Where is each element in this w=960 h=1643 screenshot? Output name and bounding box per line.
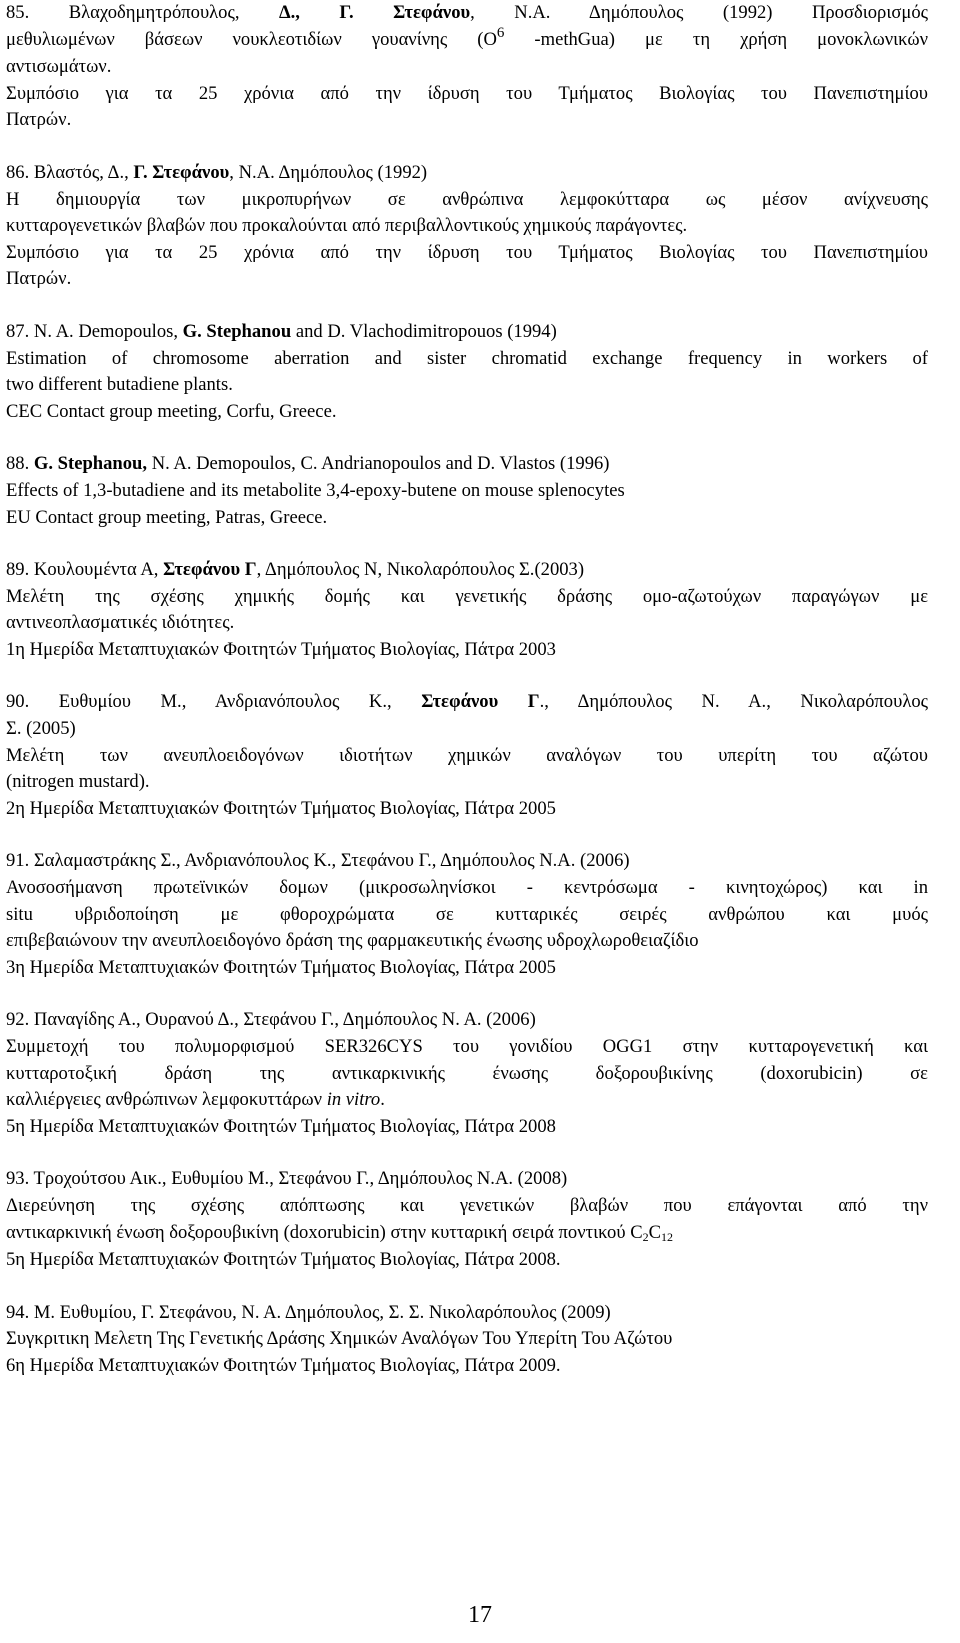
entry-number: 89. <box>6 559 30 581</box>
entry-title-line: (nitrogen mustard). <box>6 771 150 793</box>
entry-venue: 1η Ημερίδα Μεταπτυχιακών Φοιτητών Τμήματος Βιολογίας, Πάτρα 2003 <box>6 638 556 660</box>
entry-title-line: Διερεύνηση της σχέσης απόπτωσης και γενετικών βλαβών που επάγονται από την <box>6 1194 928 1216</box>
entry-number: 86. <box>6 161 30 183</box>
entry-authors: 92. Παναγίδης Α., Ουρανού Δ., Στεφάνου Γ., Δημόπουλος Ν. Α. (2006) <box>6 1009 536 1031</box>
entry-number: 87. <box>6 320 30 342</box>
entry-authors: 90. Ευθυμίου Μ., Ανδριανόπουλος Κ., Στεφάνου Γ., Δημόπουλος Ν. Α., Νικολαρόπουλος <box>6 691 928 713</box>
publication-list <box>6 0 928 1406</box>
publication-entry-93 <box>6 1166 928 1273</box>
entry-authors: 94. Μ. Ευθυμίου, Γ. Στεφάνου, Ν. Α. Δημόπουλος, Σ. Σ. Νικολαρόπουλος (2009) <box>6 1301 611 1323</box>
entry-number: 94. <box>6 1301 30 1323</box>
entry-title-line: μεθυλιωμένων βάσεων νουκλεοτιδίων γουανίνης ($O^6$ -methGua) με τη χρήση μονοκλωνικών <box>6 24 928 50</box>
entry-venue: 5η Ημερίδα Μεταπτυχιακών Φοιτητών Τμήματος Βιολογίας, Πάτρα 2008 <box>6 1115 556 1137</box>
highlighted-author: G. Stephanou <box>182 320 292 342</box>
publication-entry-90 <box>6 689 928 822</box>
entry-venue: Πατρών. <box>6 109 72 131</box>
entry-title-line: Μελέτη των ανευπλοειδογόνων ιδιοτήτων χημικών αναλόγων του υπερίτη του αζώτου <box>6 744 928 766</box>
highlighted-author: G. Stephanou, <box>29 453 148 475</box>
entry-title-line: Συμμετοχή του πολυμορφισμού SER326CYS του γονιδίου OGG1 στην κυτταρογενετική και <box>6 1036 928 1057</box>
publication-entry-91 <box>6 848 928 981</box>
entry-title-line: αντινεοπλασματικές ιδιότητες. <box>6 612 235 634</box>
highlighted-author: Δ., Γ. Στεφάνου <box>278 2 471 23</box>
entry-authors: 93. Τροχούτσου Αικ., Ευθυμίου Μ., Στεφάνου Γ., Δημόπουλος Ν.Α. (2008) <box>6 1168 568 1190</box>
entry-title-line: Μελέτη της σχέσης χημικής δομής και γενετικής δράσης ομο-αζωτούχων παραγώγων με <box>6 585 928 607</box>
entry-title-line: αντισωμάτων. <box>6 56 112 78</box>
publication-entry-88 <box>6 451 928 531</box>
publication-entry-92 <box>6 1007 928 1140</box>
entry-title-line: Συγκριτικη Μελετη Της Γενετικής Δράσης Χημικών Αναλόγων Του Υπερίτη Του Αζώτου <box>6 1328 673 1350</box>
entry-number: 90. <box>6 691 30 713</box>
publication-entry-87 <box>6 319 928 425</box>
entry-title-line: two different butadiene plants. <box>6 374 233 396</box>
entry-venue: 2η Ημερίδα Μεταπτυχιακών Φοιτητών Τμήματος Βιολογίας, Πάτρα 2005 <box>6 797 556 819</box>
entry-title-line: Η δημιουργία των μικροπυρήνων σε ανθρώπινα λεμφοκύτταρα ως μέσον ανίχνευσης <box>6 188 928 210</box>
entry-venue: CEC Contact group meeting, Corfu, Greece. <box>6 400 337 422</box>
entry-number: 85. <box>6 2 30 23</box>
entry-authors: 87. N. A. Demopoulos, G. Stephanou and D. Vlachodimitropouos (1994) <box>6 320 557 342</box>
entry-venue: 6η Ημερίδα Μεταπτυχιακών Φοιτητών Τμήματος Βιολογίας, Πάτρα 2009. <box>6 1354 561 1376</box>
entry-venue: Συμπόσιο για τα 25 χρόνια από την ίδρυση του Τμήματος Βιολογίας του Πανεπιστημίου <box>6 241 928 263</box>
entry-venue: 3η Ημερίδα Μεταπτυχιακών Φοιτητών Τμήματος Βιολογίας, Πάτρα 2005 <box>6 956 556 978</box>
entry-title-line: situ υβριδοποίηση με φθοροχρώματα σε κυτταρικές σειρές ανθρώπου και μυός <box>6 903 928 925</box>
entry-title-line: Effects of 1,3-butadiene and its metabolite 3,4-epoxy-butene on mouse splenocytes <box>6 479 625 501</box>
entry-authors: 91. Σαλαμαστράκης Σ., Ανδριανόπουλος Κ., Στεφάνου Γ., Δημόπουλος Ν.Α. (2006) <box>6 850 630 872</box>
entry-number: 88. <box>6 453 30 475</box>
entry-venue: Πατρών. <box>6 268 72 290</box>
entry-venue: Συμπόσιο για τα 25 χρόνια από την ίδρυση του Τμήματος Βιολογίας του Πανεπιστημίου <box>6 82 928 104</box>
entry-authors: 88. G. Stephanou, N. A. Demopoulos, C. Andrianopoulos and D. Vlastos (1996) <box>6 453 610 475</box>
entry-authors: 89. Κουλουμέντα Α, Στεφάνου Γ, Δημόπουλος Ν, Νικολαρόπουλος Σ.(2003) <box>6 559 585 581</box>
entry-title-line: επιβεβαιώνουν την ανευπλοειδογόνο δράση της φαρμακευτικής ένωσης υδροχλωροθειαζίδιο <box>6 930 699 952</box>
entry-authors: 86. Βλαστός, Δ., Γ. Στεφάνου, Ν.Α. Δημόπουλος (1992) <box>6 161 428 183</box>
entry-title-line: κυτταροτοξική δράση της αντικαρκινικής ένωσης δοξορουβικίνης (doxorubicin) σε <box>6 1062 928 1084</box>
highlighted-author: Στεφάνου Γ <box>163 559 257 581</box>
highlighted-author: Γ. Στεφάνου <box>133 161 230 183</box>
entry-title-line: αντικαρκινική ένωση δοξορουβικίνη (doxorubicin) στην κυτταρική σειρά ποντικού C2C12 <box>6 1221 674 1244</box>
entry-authors: 85. Βλαχοδημητρόπουλος, Δ., Γ. Στεφάνου, Ν.Α. Δημόπουλος (1992) Προσδιορισμός <box>6 2 928 23</box>
page-number: 17 <box>468 1602 492 1628</box>
publication-entry-86 <box>6 160 928 293</box>
entry-venue: 5η Ημερίδα Μεταπτυχιακών Φοιτητών Τμήματος Βιολογίας, Πάτρα 2008. <box>6 1249 561 1271</box>
entry-number: 92. <box>6 1009 30 1031</box>
entry-title-line: Ανοσοσήμανση πρωτεϊνικών δομων (μικροσωληνίσκοι - κεντρόσωμα - κινητοχώρος) και in <box>6 877 928 899</box>
entry-authors: Σ. (2005) <box>6 718 76 740</box>
entry-title-line: Estimation of chromosome aberration and sister chromatid exchange frequency in workers of <box>6 347 928 369</box>
publication-entry-94 <box>6 1300 928 1380</box>
entry-number: 93. <box>6 1168 30 1190</box>
entry-number: 91. <box>6 850 30 872</box>
publication-entry-89 <box>6 557 928 663</box>
entry-venue: EU Contact group meeting, Patras, Greece. <box>6 506 328 528</box>
entry-title-line: κυτταρογενετικών βλαβών που προκαλούνται από περιβαλλοντικούς χημικούς παράγοντες. <box>6 215 688 237</box>
publication-entry-85 <box>6 0 928 134</box>
highlighted-author: Στεφάνου Γ <box>421 691 540 713</box>
entry-title-line: καλλιέργειες ανθρώπινων λεμφοκυττάρων in vitro. <box>6 1089 385 1111</box>
